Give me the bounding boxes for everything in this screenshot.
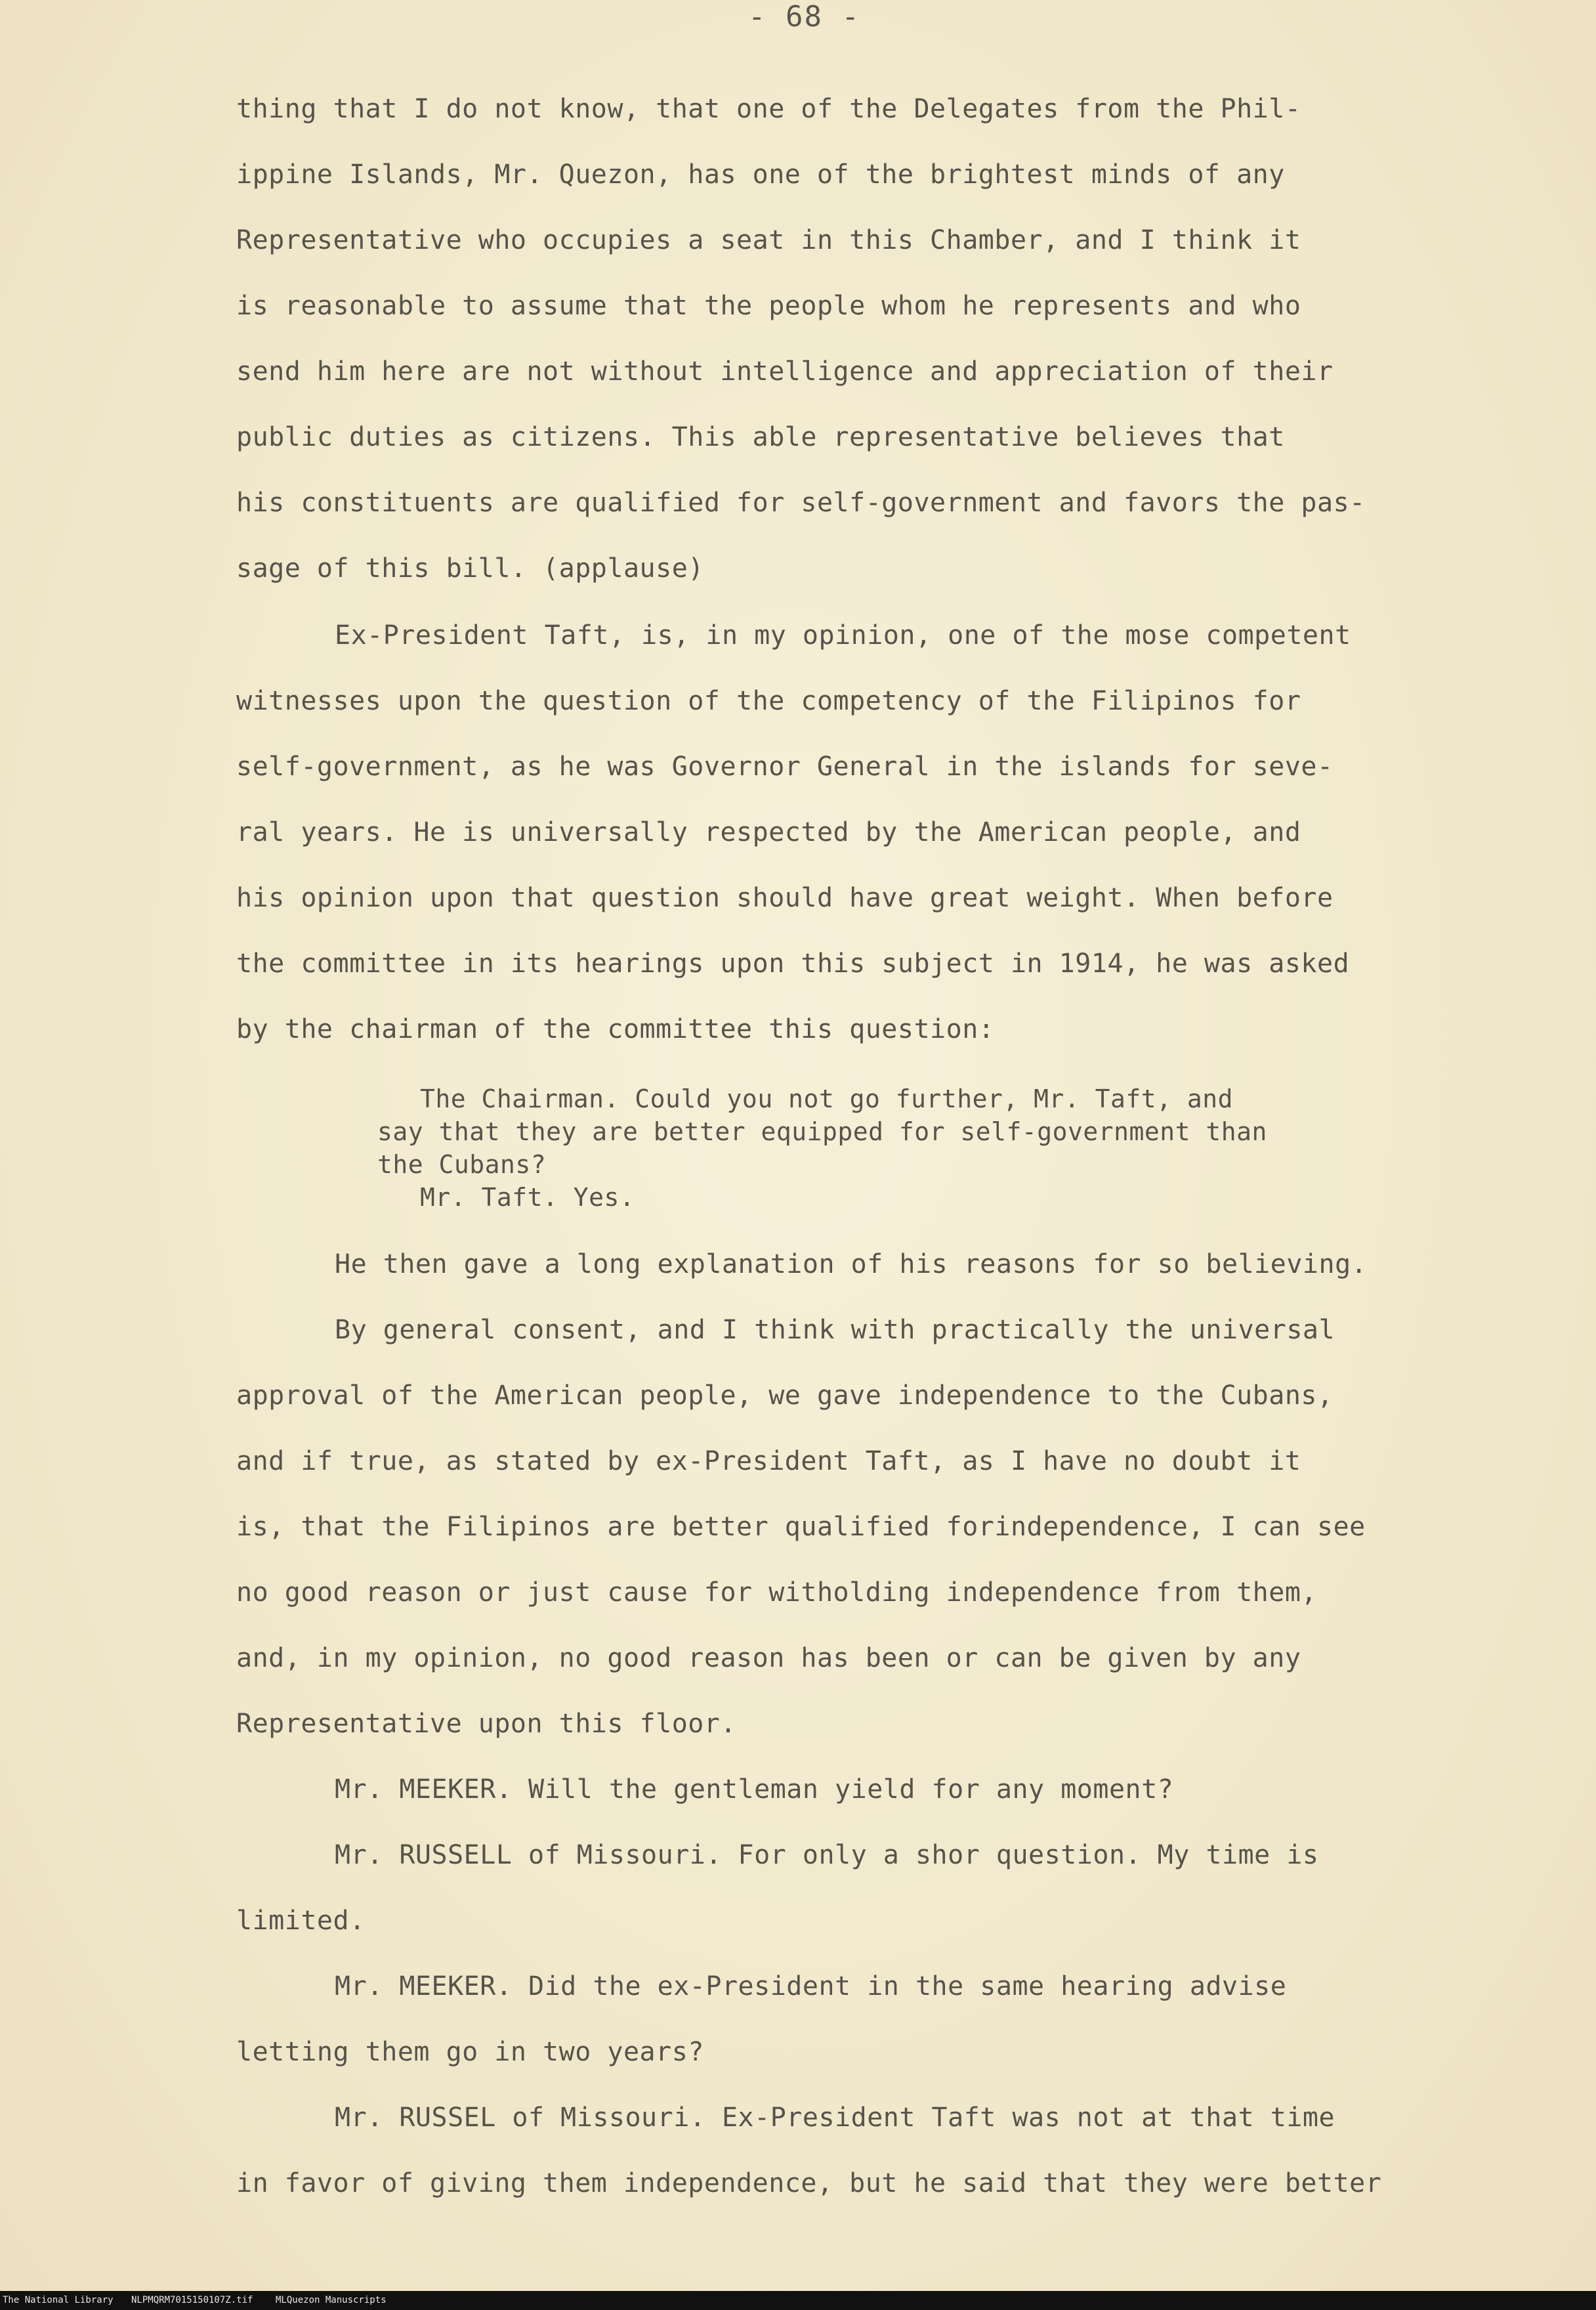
quote-line: Mr. Taft. Yes. <box>420 1183 635 1212</box>
text-line: witnesses upon the question of the competency of the Filipinos for <box>236 686 1301 716</box>
text-line: Mr. RUSSEL of Missouri. Ex-President Taft was not at that time <box>335 2103 1335 2133</box>
text-line: is reasonable to assume that the people whom he represents and who <box>236 291 1301 321</box>
text-line: and if true, as stated by ex-President Taft, as I have no doubt it <box>236 1446 1301 1476</box>
text-line: is, that the Filipinos are better qualified forindependence, I can see <box>236 1512 1366 1542</box>
text-line: Representative upon this floor. <box>236 1709 737 1739</box>
text-line: and, in my opinion, no good reason has been or can be given by any <box>236 1643 1301 1673</box>
text-line: sage of this bill. (applause) <box>236 553 704 584</box>
text-line: limited. <box>236 1906 366 1936</box>
text-line: By general consent, and I think with practically the universal <box>335 1315 1335 1345</box>
page-number: - 68 - <box>748 0 860 33</box>
quote-line: say that they are better equipped for self-government than <box>377 1117 1267 1146</box>
text-line: the committee in its hearings upon this subject in 1914, he was asked <box>236 949 1350 979</box>
text-line: his opinion upon that question should have great weight. When before <box>236 883 1334 913</box>
footer-library: The National Library <box>3 2295 114 2305</box>
text-line: send him here are not without intelligence and appreciation of their <box>236 356 1334 387</box>
footer-file-id: NLPMQRM7015150107Z.tif <box>131 2295 253 2305</box>
text-line: in favor of giving them independence, but he said that they were better <box>236 2168 1382 2198</box>
text-line: He then gave a long explanation of his reasons for so believing. <box>335 1249 1368 1279</box>
quote-line: the Cubans? <box>377 1150 547 1179</box>
text-line: his constituents are qualified for self-government and favors the pas- <box>236 488 1366 518</box>
text-line: thing that I do not know, that one of the Delegates from the Phil- <box>236 94 1301 124</box>
text-line: ral years. He is universally respected by the American people, and <box>236 817 1301 847</box>
text-line: public duties as citizens. This able representative believes that <box>236 422 1285 452</box>
text-line: no good reason or just cause for witholding independence from them, <box>236 1577 1317 1608</box>
text-line: by the chairman of the committee this question: <box>236 1014 995 1044</box>
text-line: Mr. MEEKER. Will the gentleman yield for any moment? <box>335 1774 1174 1805</box>
text-line: Representative who occupies a seat in this Chamber, and I think it <box>236 225 1301 255</box>
footer-collection: MLQuezon Manuscripts <box>276 2295 387 2305</box>
scan-footer-bar <box>0 2291 1596 2310</box>
text-line: self-government, as he was Governor General in the islands for seve- <box>236 752 1334 782</box>
text-line: Mr. MEEKER. Did the ex-President in the same hearing advise <box>335 1971 1287 2001</box>
text-line: Ex-President Taft, is, in my opinion, one of the mose competent <box>335 620 1351 651</box>
text-line: letting them go in two years? <box>236 2037 704 2067</box>
text-line: ippine Islands, Mr. Quezon, has one of the brightest minds of any <box>236 160 1285 190</box>
quote-line: The Chairman. Could you not go further, Mr. Taft, and <box>420 1084 1234 1113</box>
text-line: approval of the American people, we gave independence to the Cubans, <box>236 1380 1334 1411</box>
text-line: Mr. RUSSELL of Missouri. For only a shor question. My time is <box>335 1840 1319 1870</box>
